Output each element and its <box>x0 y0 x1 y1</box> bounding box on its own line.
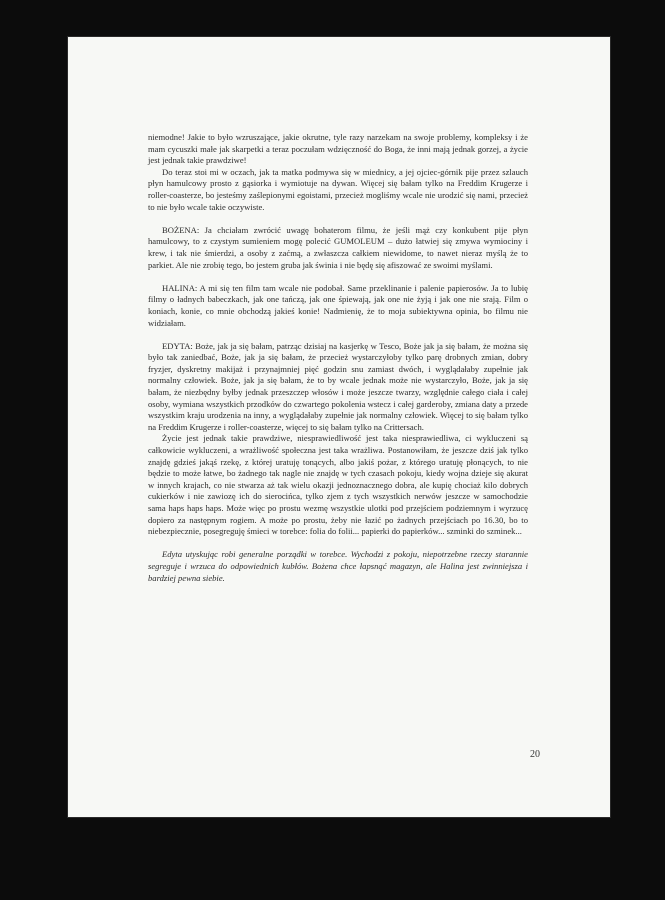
page-number: 20 <box>530 749 540 760</box>
paragraph-edyta: EDYTA: Boże, jak ja się bałam, patrząc dzisiaj na kasjerkę w Tesco, Boże jak ja się bałam, że można się było tak zaniedbać, Boże, jak ja się bałam, że przecież wystarczyłoby tylko parę drobnych zmian, dobry fryzjer, dyskretny makijaż i przynajmniej pięć godzin snu zamiast dwóch, i wyglądałaby zupełnie jak normalny człowiek. Boże, jak ja się bałam, że to by wcale jednak może nie wystarczyło, Boże, jak ja się bałam, że niezbędny byłby jednak przeszczep włosów i może jeszcze twarzy, względnie całego ciała i całej osoby, wymiana wszystkich przodków do czwartego pokolenia wstecz i całej garderoby, zmiana daty a przede wszystkim kraju urodzenia na inny, a wyglądałaby zupełnie jak normalny człowiek. Więcej to się bałam tylko na Freddim Krugerze i roller-coasterze, więcej to się bałam tylko na Crittersach. <box>148 340 528 432</box>
document-page <box>68 37 610 817</box>
paragraph-edyta-continued: Życie jest jednak takie prawdziwe, niesprawiedliwość jest taka niesprawiedliwa, ci wykluczeni są całkowicie wykluczeni, a wrażliwość społeczna jest taka wrażliwa. Postanowiłam, że jeszcze dziś jak tylko znajdę gdzieś jakąś rzekę, z której uratuję tonących, albo jakiś pożar, z którego uratuję płonących, to nie będzie to może łatwe, bo żadnego tak nagle nie znajdę w tych czasach pokoju, kiedy wojna dzieje się akurat w innych krajach, co nie stwarza aż tak wielu okazji jednoznacznego dobra, ale kupię chociaż kilo dobrych cukierków i nie zawiozę ich do sierocińca, tylko zjem z tych wszystkich nerwów jeszcze w samochodzie sama haps haps haps. Może więc po prostu wezmę wszystkie ulotki pod przejściem podziemnym i wyrzucę dopiero za następnym rogiem. A może po prostu, żeby nie łazić po żadnych przejściach po 16.30, bo to niebezpiecznie, posegreguję śmieci w torebce: folia do folii... papierki do papierków... szminki do szminek... <box>148 433 528 537</box>
paragraph-continuation: niemodne! Jakie to było wzruszające, jakie okrutne, tyle razy narzekam na swoje problemy, kompleksy i że mam cycuszki małe jak skarpetki a teraz poczułam wdzięczność do Boga, że inni mają jednak gorzej, a życie jest jednak takie prawdziwe! <box>148 132 528 166</box>
paragraph-bozena: BOŻENA: Ja chciałam zwrócić uwagę bohaterom filmu, że jeśli mąż czy konkubent pije płyn hamulcowy, to z czystym sumieniem mogę polecić GUMOLEUM – dużo łatwiej się zmywa wymiociny i krew, i tak nie śmierdzi, a osoby z zaćmą, a zwłaszcza całkiem niewidome, to nawet nieraz myślą że to parkiet. Ale nie zrobię tego, bo jestem gruba jak świnia i nie będę się afiszować ze swoimi myślami. <box>148 224 528 270</box>
document-body <box>148 132 528 584</box>
paragraph-monologue: Do teraz stoi mi w oczach, jak ta matka podmywa się w miednicy, a jej ojciec-górnik pije przez szlauch płyn hamulcowy prosto z gąsiorka i wymiotuje na dywan. Więcej się bałam tylko na Freddim Krugerze i roller-coasterze, bo jesteśmy zaślepionymi egoistami, przecież mogliśmy wcale nie urodzić się nami, przecież to nie było wcale takie oczywiste. <box>148 166 528 212</box>
stage-direction: Edyta utyskując robi generalne porządki w torebce. Wychodzi z pokoju, niepotrzebne rzeczy starannie segreguje i wrzuca do odpowiednich kubłów. Bożena chce łapsnąć magazyn, ale Halina jest zwinniejsza i bardziej pewna siebie. <box>148 549 528 583</box>
paragraph-halina: HALINA: A mi się ten film tam wcale nie podobał. Same przeklinanie i palenie papierosów. Ja to lubię filmy o ładnych babeczkach, jak one tańczą, jak one śpiewają, jak one nie żyją i jak one nie srają. Film o koniach, konie, co mnie obchodzą jakieś konie! Nadmienię, że to moja subiektywna opinia, bo filmu nie widziałam. <box>148 282 528 328</box>
